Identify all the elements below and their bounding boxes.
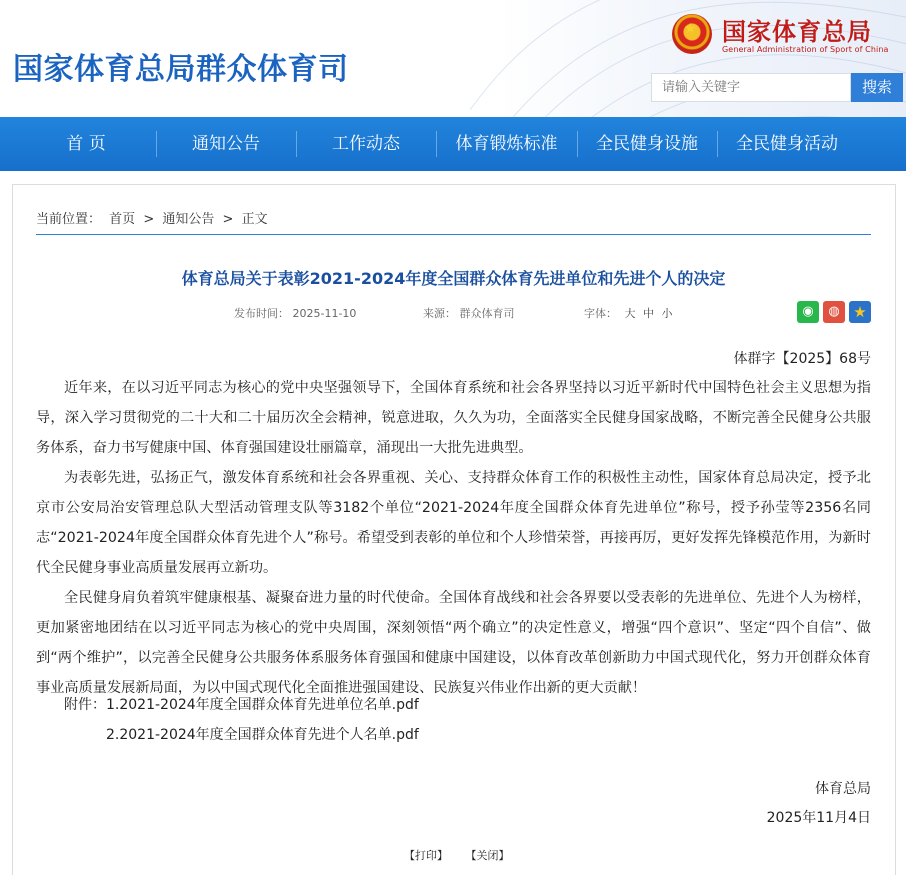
breadcrumb-label: 当前位置： <box>36 212 102 227</box>
signature-org: 体育总局 <box>815 781 871 797</box>
article-source: 来源： 群众体育司 <box>423 307 515 320</box>
close-button[interactable]: 【关闭】 <box>465 849 510 862</box>
font-size-large[interactable]: 大 <box>624 307 636 320</box>
wechat-icon: ◉ <box>802 304 814 319</box>
print-button[interactable]: 【打印】 <box>404 849 448 862</box>
logo-chinese-text: 国家体育总局 <box>722 18 872 46</box>
attachment-link-units[interactable]: 1.2021-2024年度全国群众体育先进单位名单.pdf <box>106 697 419 713</box>
share-wechat-button[interactable] <box>797 301 819 323</box>
breadcrumb-underline <box>36 234 871 235</box>
font-size-control <box>584 305 673 321</box>
gasc-logo[interactable] <box>672 14 889 58</box>
article-paragraph: 为表彰先进，弘扬正气，激发体育系统和社会各界重视、关心、支持群众体育工作的积极性主动性，国家体育总局决定，授予北京市公安局治安管理总队大型活动管理支队等3182个单位“2021-2024年度全国群众体育先进单位”称号，授予孙莹等2356名同志“2021-2024年度全国群众体育先进个人”称号。希望受到表彰的单位和个人珍惜荣誉，再接再厉，更好发挥先锋模范作用，为新时代全民健身事业高质量发展再立新功。 <box>36 470 871 576</box>
nav-item-home[interactable]: 首 页 <box>66 134 106 154</box>
attachments-label: 附件： <box>64 697 106 713</box>
font-size-medium[interactable]: 中 <box>643 307 654 320</box>
article-paragraph: 近年来，在以习近平同志为核心的党中央坚强领导下，全国体育系统和社会各界坚持以习近平新时代中国特色社会主义思想为指导，深入学习贯彻党的二十大和二十届历次全会精神，锐意进取，久久为功，全面落实全民健身国家战略，不断完善全民健身公共服务体系，奋力书写健康中国、体育强国建设壮丽篇章，涌现出一大批先进典型。 <box>36 380 871 456</box>
article-body <box>36 373 871 703</box>
national-emblem-icon: ★ <box>672 14 712 54</box>
nav-item-notices[interactable]: 通知公告 <box>192 134 260 154</box>
font-size-small[interactable]: 小 <box>661 307 673 320</box>
article-title: 体育总局关于表彰2021-2024年度全国群众体育先进单位和先进个人的决定 <box>181 269 726 288</box>
weibo-icon: ◍ <box>828 304 840 319</box>
site-title[interactable]: 国家体育总局群众体育司 <box>13 52 349 87</box>
article-paragraph: 全民健身肩负着筑牢健康根基、凝聚奋进力量的时代使命。全国体育战线和社会各界要以受表彰的先进单位、先进个人为榜样，更加紧密地团结在以习近平同志为核心的党中央周围，深刻领悟“两个确立”的决定性意义，增强“四个意识”、坚定“四个自信”、做到“两个维护”，以完善全民健身公共服务体系服务体育强国和健康中国建设，以体育改革创新助力中国式现代化，努力开创群众体育事业高质量发展新局面，为以中国式现代化全面推进强国建设、民族复兴伟业作出新的更大贡献！ <box>36 590 871 696</box>
main-nav <box>0 117 906 171</box>
publish-date: 发布时间： 2025-11-10 <box>234 307 357 320</box>
document-number: 体群字【2025】68号 <box>733 351 871 367</box>
site-header <box>0 0 906 117</box>
breadcrumb-separator: > <box>222 212 234 227</box>
breadcrumb-item-home[interactable]: 首页 <box>109 212 136 227</box>
favorite-button[interactable] <box>849 301 871 323</box>
attachment-link-individuals[interactable]: 2.2021-2024年度全国群众体育先进个人名单.pdf <box>106 727 419 743</box>
breadcrumb-separator: > <box>143 212 155 227</box>
nav-item-fitness-standards[interactable]: 体育锻炼标准 <box>455 134 558 154</box>
favorite-star-icon: ★ <box>853 303 867 321</box>
nav-item-activities[interactable]: 全民健身活动 <box>736 134 838 154</box>
attachments <box>64 690 419 750</box>
logo-english-text: General Administration of Sport of China <box>722 45 889 54</box>
bottom-links <box>404 847 524 863</box>
breadcrumb-item-notices[interactable]: 通知公告 <box>162 212 215 227</box>
share-weibo-button[interactable] <box>823 301 845 323</box>
breadcrumb-item-current: 正文 <box>241 212 268 227</box>
breadcrumb <box>36 208 272 227</box>
nav-item-facilities[interactable]: 全民健身设施 <box>596 134 698 154</box>
font-size-label: 字体： <box>584 307 617 320</box>
nav-item-news[interactable]: 工作动态 <box>332 134 400 154</box>
search-button[interactable]: 搜索 <box>851 73 903 102</box>
signature-date: 2025年11月4日 <box>766 810 871 826</box>
search-input[interactable]: 请输入关键字 <box>651 73 851 102</box>
